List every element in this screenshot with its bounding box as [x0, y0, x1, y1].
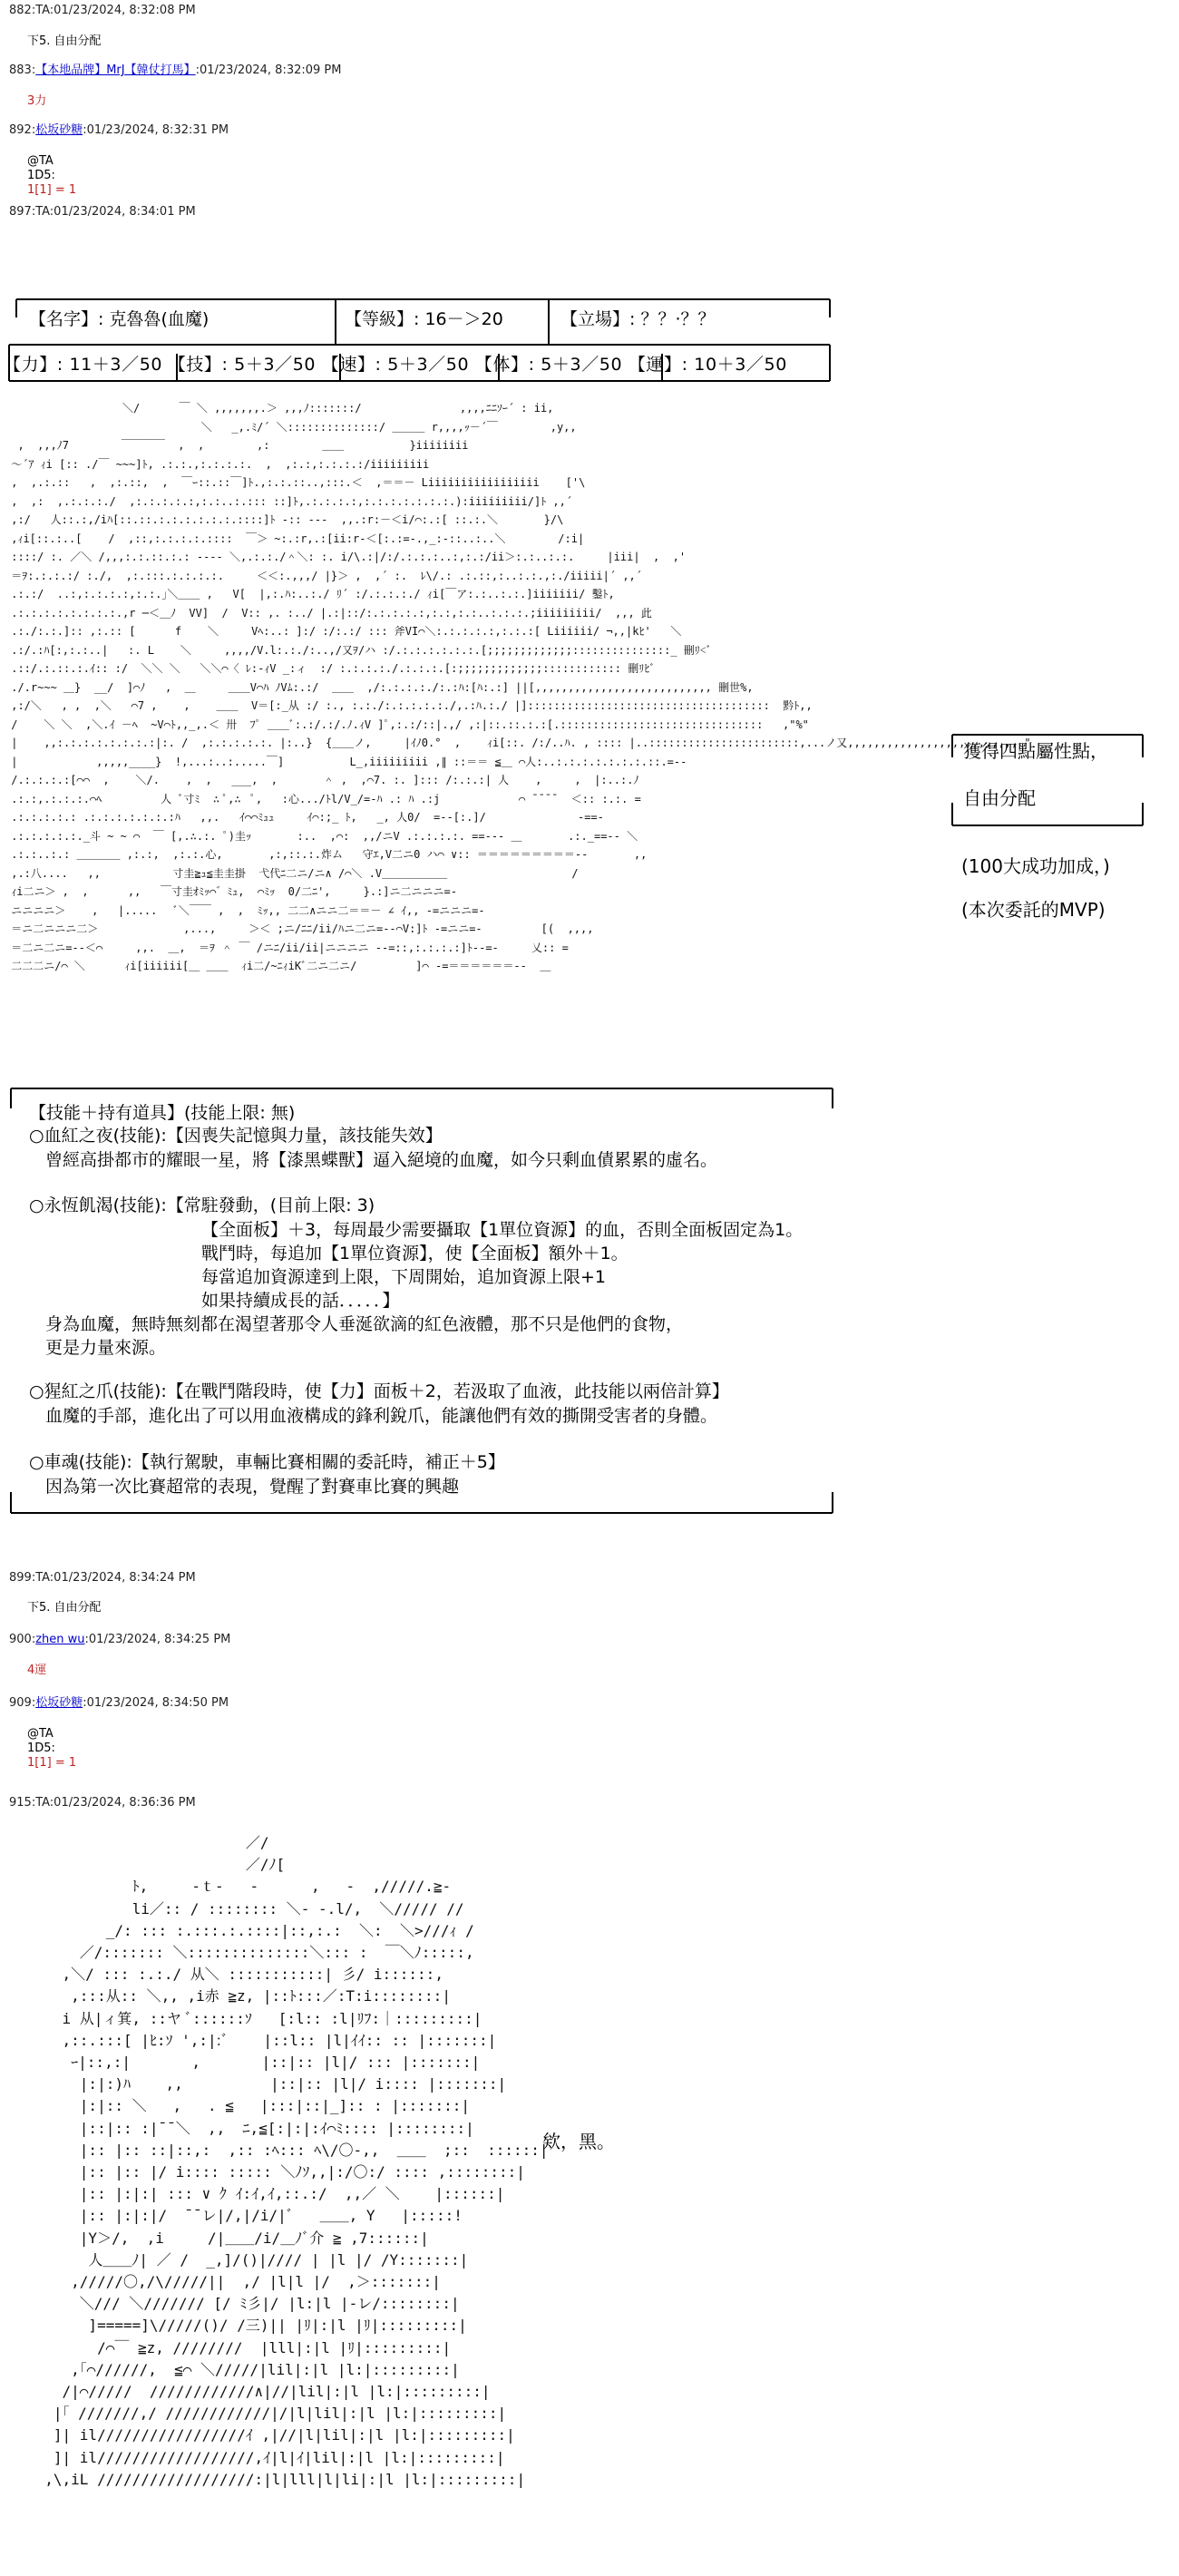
ascii-art-character: ＼/ ￣ ＼ ,,,,,,,.＞ ,,,ﾉ:::::::/ ,,,,ﾆﾆｿｰ´ : ii, ＼ _,.ﾐ/´ ＼::::::::::::::/ ＿＿＿ r,,,,ｯ－´￣ ,y,, , ,,,ﾉ7 ￣￣￣￣ , , ,: ＿＿ }iiiiiiii ～´ｱ ｨi [:: ./￣ ~~~]ﾄ, .:.:.,:.:.:.:. , ,:.:,:.:.:.:/iiiiiiiii , ,.:.:: , ,:.::, , ￣ｰ::.::￣]ﾄ.,:.:.::..,:::.＜ ,＝＝－ Liiiiiiiiiiiiiiiii ['\ , ,: ,.:.:.:./ ,:.:.:.:.:,:.:..:.::: ::]ﾄ,.:.:.:.:,:.:.:.:.:.:.:.):iiiiiiiii/]ﾄ ,,´ ,:/ 人::.:,/iﾊ[::.::.:.:.:.:.:.:.::::]ﾄ -:: --- ,,.:r:－＜i/⌒:.:[ ::.:.＼ }/\ ,ｨi[::.:..[ / ,::,:.:.:.:.:::: ￣＞ ~:.:r,.:[ii:r-＜[:.:=-.,_:-::..:..＼ /:i| ::::/ :. ／＼ /,,,:.:.::.:.: ---- ＼,.:.:./＾＼: :. i/\.:|/:/.:.:.:..:,:.:/ii＞:.:..:.:. |iii| , ,' ＝ｦ:.:.:.:/ :./, ,:.:::.:.:.:.:. ＜＜:.,,,/ |}＞ , ,´ :. ﾚ\/.: .:.::,:..:.:.,:./iiiii|´ ,,´ .:.:/ ..:,:.:.:.:,:.:.｣＼＿＿ , V[ |,:.ﾊ:..:./ ﾘ´ :/.:.:.:./ ｨi[￣ア:.:..:.:.]iiiiiii/ 鑿ﾄ, .:.:.:.:.:.:.:.:.,r ─＜＿ﾉ VV] / V:: ,. :../ |.:|::/:.:.:.:.:,:.:,:.:..:.:.:.;iiiiiiiii/ ,,, 此 .:./:.:.]:: ,:.:: [ f ＼ Vﾍ:..: ]:/ :/:.:/ ::: 斧VI⌒＼:.:.:.:.:,:.:.:[ Liiiiii/ ¬,,|kﾋ' ＼ .:/.:ﾊ[:,:.:..| :. L ＼ ,,,,/V.l:.:./:..,/又ｦ/ハ :/.:.:.:.:.:.:.[;;;;;;;;;;;;;:::::::::::::::_ 刪ﾘ<ﾞ .::/.:.::.:.ｲ:: :/ ＼＼ ＼ ＼＼⌒〈 ﾚ:-ｨV _:ィ :/ :.:.:.:./.:.:.:.[:;;;;;;;;;;;;;:::::::::::: 刪ﾘﾋﾞ ./.r~~~ ＿} __/ ]⌒ﾉ , ＿ ＿＿V⌒ﾊ ﾉVﾑ:.:/ ＿＿ ,/:.:.:.:./:.:ﾊ:[ﾊ:.:] ||[,,,,,,,,,,,,,,,,,,,,,,,,,,, 刪世%, ,:/＼ , , ,＼ ⌒7 , , ＿＿ V＝[:_从 :/ :., :.:./:.:.:.:.:./,.:ﾊ.:./ |]::::::::::::::::::::::::::::::::::::: 黔ﾄ,, / ＼ ＼ ,＼.ｲ －ﾍ ~V⌒ﾄ,,_,.＜ 卅 ﾌﾟ ＿＿ﾞ:.:/.:/.ﾉ.ｨV ]ﾟ,:.:/::|.,/ ,:|::.::.:.:[.::::::::::::::::::::::::::::::: ,"%" | ,,:.:.:.:.:.:.:.:|:. / ,:.:.:.:.:. |:..} {＿＿ノ, |ｲﾉ0.° , ｨi[::. /:/..ﾊ. , :::: |..:::::::::::::::::::::::,...ノ又,,,,,,,,,,,,,,,,,,,,,,,,,, " | ,,,,,____} !,...:..:.....￣] L_,iiiiiiiii ,∥ ::＝＝ ≦＿ ⌒人:..:.:.:.:.:.:.:.::.=-- /.:.:.:.:[⌒⌒ , ＼/. , , ___, , ＾ , ,⌒7. :. ]::: /:.:.:| 人 , , |:..:.ﾉ .:.:,.:.:.:.⌒ﾍ 人 ﾞ寸ﾐ ∴ ﾟ,∴ ﾟ, :心.../ﾄl/V_/=-ﾊ .: ﾊ .:j ⌒ ¯¯¯¯ ＜:: :.:. = .:.:.:.:.: .:.:.:.:.:.:.:ﾊ ,,. ｲ⌒⌒ﾐｭｭ ｲ⌒:;_ ﾄ, _, 人0/ =--[:.]/ -==- .:.:.:.:.:._斗 ~ ~ ⌒ ￣ [,.∴.:. ﾟ)圭ｯ :.. ,⌒: ,,/ニV .:.:.:.:. ==--- ＿ .:._==-- ＼ .:.:..:.: ＿＿＿＿ ,:.:, ,:.:.心, ,:,::.:.炸ム 守ｴ,V二ニ0 ハ⌒ ∨:: ＝＝＝＝＝＝＝＝＝-- ,, ,.:八.... ,, 寸圭≧ｭ≦圭圭掛 弋代ﾆ二ニ/ニ∧ /⌒＼ .V＿＿＿＿＿＿ / ｨi二ニ＞ , , ,, ￣寸圭ｵﾐｯ⌒゛ﾐｭ, ⌒ﾐｯ 0/二ﾆ', }.:]ニ二ニニニ=- ニニニニ＞ , |..... ﾞ＼￣￣ , , ﾐｯ,, 二二∧ニニ二＝＝－ ∠ ｲ,, -=ニニニ=- ＝ニ二ニニニ二＞ ,..., ＞＜ ;ニ/ﾆﾆ/ii/ﾊニ二ニ=--⌒V:]ﾄ -=ニニ=- [( ,,,, ＝二ニ二ニ=--＜⌒ ,,. ＿, ＝ｦ ＾ ￣ /ニﾆ/ii/ii|ニニニニ --=::,:.:.:.:]ﾄ--=- 乂:: = 二二二ニ/⌒ ＼ ｨi[iiiiii[＿ ＿＿ ｨi二/~ﾆｨiKﾞ二ニ二ニ/ ]⌒ -=＝＝＝＝＝＝-- ＿	[11, 402, 1031, 972]
poster-name-link[interactable]: 【本地品牌】MrJ【韓仗打馬】	[35, 63, 196, 77]
sheet-stats: 【力】: 11＋3／50 【技】: 5＋3／50 【速】: 5＋3／50 【体】: 5＋3／50 【運】: 10＋3／50	[4, 355, 787, 375]
skill-description: 血魔的手部，進化出了可以用血液構成的鋒利銳爪，能讓他們有效的撕開受害者的身體。	[45, 1406, 718, 1426]
post-body: 4運	[27, 1664, 47, 1677]
post-header	[9, 1696, 229, 1711]
post-header	[9, 1633, 230, 1647]
dice-result: 1[1] = 1	[27, 1756, 77, 1770]
skill-rule: 戰鬥時，每追加【1單位資源】，使【全面板】額外＋1。	[201, 1244, 628, 1264]
skills-header: 【技能＋持有道具】(技能上限: 無)	[29, 1103, 296, 1123]
poster-name-link[interactable]: 松坂砂糖	[35, 123, 83, 137]
dice-line: @TA	[27, 154, 54, 168]
post-body: 3力	[27, 94, 47, 108]
side-note: (本次委託的MVP)	[961, 899, 1106, 921]
skill-rule: 如果持續成長的話．．．．．】	[201, 1291, 400, 1311]
post-header: 915:TA:01/23/2024, 8:36:36 PM	[9, 1796, 196, 1810]
side-note: (100大成功加成，)	[961, 855, 1110, 877]
post-header: 899:TA:01/23/2024, 8:34:24 PM	[9, 1571, 196, 1585]
skill-title: ○猩紅之爪(技能):【在戰鬥階段時，使【力】面板＋2，若汲取了血液，此技能以兩倍計算】	[29, 1381, 729, 1401]
final-line: 欸，黑。	[542, 2131, 615, 2152]
dice-result: 1[1] = 1	[27, 183, 77, 197]
poster-name-link[interactable]: 松坂砂糖	[35, 1696, 83, 1710]
skill-rule: 【全面板】＋3，每周最少需要攝取【1單位資源】的血，否則全面板固定為1。	[201, 1220, 804, 1240]
skill-description: 更是力量來源。	[45, 1338, 167, 1358]
post-header	[9, 63, 341, 78]
poster-name-link[interactable]: zhen wu	[35, 1633, 85, 1646]
dice-line: @TA	[27, 1727, 54, 1741]
dice-line: 1D5:	[27, 169, 55, 182]
skill-title: ○車魂(技能):【執行駕駛，車輛比賽相關的委託時，補正＋5】	[29, 1452, 505, 1472]
post-header	[9, 123, 229, 138]
post-time: :01/23/2024, 8:34:50 PM	[83, 1696, 229, 1710]
sheet-stance: 【立場】: ？？·？？	[560, 309, 716, 329]
side-box-line: 自由分配	[963, 787, 1036, 809]
skill-description: 因為第一次比賽超常的表現，覺醒了對賽車比賽的興趣	[45, 1477, 460, 1497]
skill-description: 身為血魔，無時無刻都在渴望著那令人垂涎欲滴的紅色液體，那不只是他們的食物，	[45, 1314, 684, 1334]
post-time: :01/23/2024, 8:34:25 PM	[84, 1633, 231, 1646]
ascii-art-character-2: ／/ ／/ﾉ[ ﾄ, -ｔ- - , - ,/////.≧- li／:: / :::::::: ＼- -.l/, ＼///// // _/: ::: :.:::.:.::::|::,:.: ＼: ＼>///ｨ / ／/::::::: ＼::::::::::::::＼::: : ￣＼ﾉ:::::, ,＼/ ::: :.:./ 从＼ :::::::::::| 彡/ i::::::, ,:::从:: ＼,, ,i赤 ≧z, |::ﾄ:::／:T:i::::::::| i 从|ィ箕, ::ヤ ﾞ::::::ｿ [:l:: :l|ﾘﾌ:｜:::::::::| ,::.:::[ |ﾋ:ｿ ',:|:ﾞ |::l:: |l|ｲｲ:: :: |:::::::| ｰ|::,:| , |::|:: |l|/ ::: |:::::::| |:|:)ﾊ ,, |::|:: |l|/ i:::: |:::::::| |:|:: ＼ , . ≦ |:::|::|_]:: : |:::::::| |::|:: :|¯¯＼ ,, ﾆ,≦[:|:|:ｲ⌒ﾐ:::: |::::::::| |:: |:: ::|::,: ,:: :ﾍ::: ﾍ\/〇-,, ＿＿ ;:: ::::::| |:: |:: |/ i:::: ::::: ＼ﾉｿ,,|:/〇:/ :::: ,::::::::| |:: |:|:| ::: ∨ ｸ ｲ:ｲ,ｲ,::.:/ ,,／ ＼ |::::::| |:: |:|:|/ ¯¯レ|/,|/i/|ﾞ ＿＿, Y |:::::! |Y＞/, ,i /|＿＿/i/＿ﾉﾞ介 ≧ ,7::::::| 人＿＿ﾉ| ／ / _,]/()|//// | |l |/ /Y:::::::| ,/////〇,/\/////|| ,/ |l|l |/ ,＞:::::::| ＼/// ＼/////// [/ ﾐ彡|/ |l:|l |-レ/::::::::| ]=====]\/////()/ /三)|| |ﾘ|:|l |ﾘ|:::::::::| /⌒￣ ≧z, //////// |lll|:|l |ﾘ|:::::::::| ,｢⌒//////, ≦⌒ ＼/////|lil|:|l |l:|:::::::::| /|⌒///// ////////////∧|//|lil|:|l |l:|:::::::::| |｢ ///////,/ ////////////|/|l|lil|:|l |l:|:::::::::| ]| il/////////////////ｲ ,|//|l|lil|:|l |l:|:::::::::| ]| il//////////////////,ｲ|l|ｲ|lil|:|l |l:|:::::::::| ,\,iL //////////////////:|l|lll|l|li|:|l |l:|:::::::::|	[44, 1834, 549, 2488]
sheet-level: 【等級】: 16－＞20	[345, 309, 503, 329]
post-number: 900:	[9, 1633, 36, 1646]
post-header: 882:TA:01/23/2024, 8:32:08 PM	[9, 4, 196, 17]
dice-line: 1D5:	[27, 1742, 55, 1755]
skill-title: ○血紅之夜(技能):【因喪失記憶與力量，該技能失效】	[29, 1126, 443, 1146]
skill-title: ○永恆飢渴(技能):【常駐發動，(目前上限: 3)	[29, 1195, 375, 1215]
post-number: 909:	[9, 1696, 36, 1710]
post-number: 892:	[9, 123, 36, 137]
skill-rule: 每當追加資源達到上限，下周開始，追加資源上限+1	[201, 1267, 607, 1287]
post-body: 下5. 自由分配	[27, 34, 102, 48]
skill-description: 曾經高掛都市的耀眼一星，將【漆黑蝶獸】逼入絕境的血魔，如今只剩血債累累的虛名。	[45, 1150, 718, 1170]
post-number: 883:	[9, 63, 36, 77]
sheet-name: 【名字】: 克魯魯(血魔)	[29, 309, 209, 329]
post-body: 下5. 自由分配	[27, 1601, 102, 1615]
post-time: :01/23/2024, 8:32:31 PM	[83, 123, 229, 137]
post-header: 897:TA:01/23/2024, 8:34:01 PM	[9, 205, 196, 219]
side-box-line: 獲得四點屬性點，	[963, 740, 1108, 762]
post-time: :01/23/2024, 8:32:09 PM	[195, 63, 342, 77]
